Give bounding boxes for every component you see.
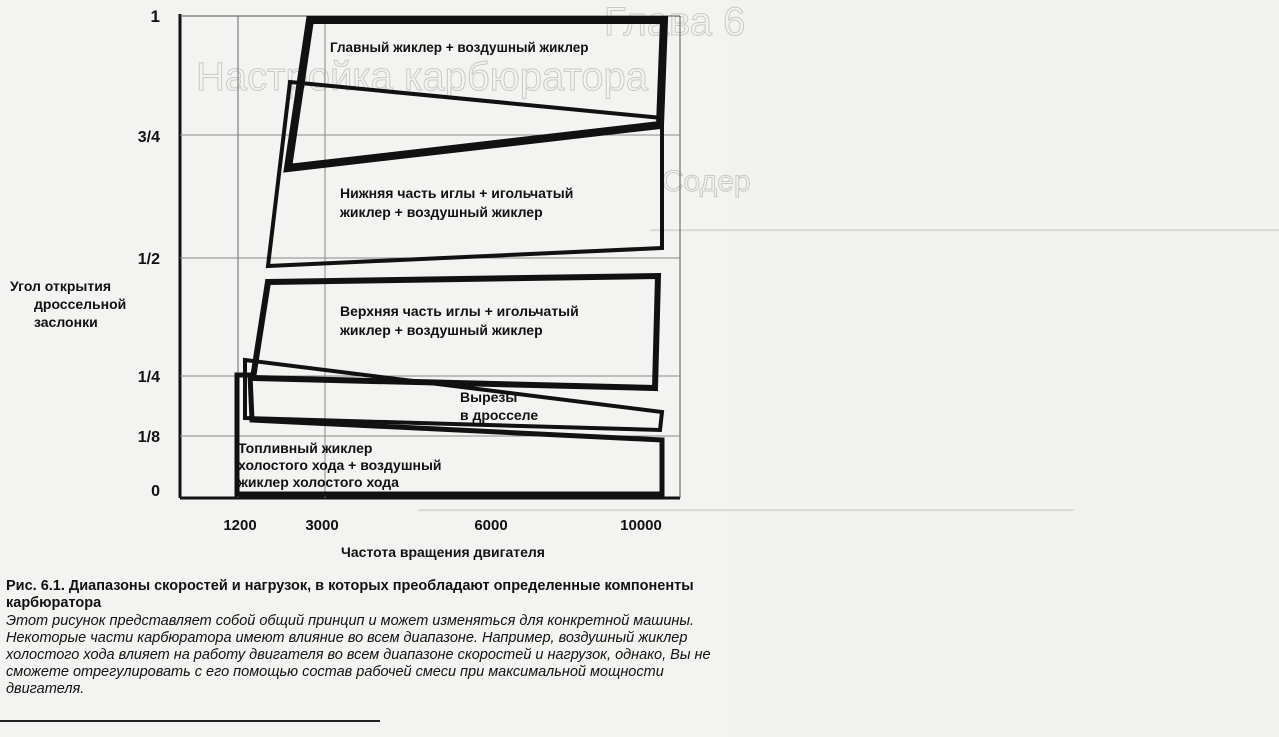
y-tick-label-1-2: 1/2 (137, 251, 160, 268)
caption-title: Рис. 6.1. Диапазоны скоростей и нагрузок, в которых преобладают определенные компоненты карбюратора (6, 578, 694, 611)
throttle-cutaway-region (245, 360, 662, 430)
x-tick-label-1200: 1200 (223, 517, 257, 534)
caption-body: Этот рисунок представляет собой общий принцип и может изменяться для конкретной машины. Некоторые части карбюратора имеют влияние во всем диапазоне. Например, воздушный жиклер холостого хода влияет на работу двигателя во всем диапазоне скоростей и нагрузок, однако, Вы не сможете отрегулировать с его помощью состав рабочей смеси при максимальной мощности двигателя. (6, 613, 711, 697)
x-tick-label-6000: 6000 (474, 517, 508, 534)
x-tick-label-3000: 3000 (305, 517, 339, 534)
ghost-side-heading-text: Содер (662, 165, 751, 198)
bottom-rule (0, 720, 380, 722)
idle-jet-label-line-3: жиклер холостого хода (238, 474, 399, 490)
y-axis-title-line-3: заслонки (34, 314, 98, 330)
y-tick-label-3-4: 3/4 (137, 129, 160, 146)
y-tick-label-1-4: 1/4 (137, 369, 160, 386)
x-tick-label-10000: 10000 (620, 517, 662, 534)
needle-lower-label-line-2: жиклер + воздушный жиклер (340, 204, 543, 220)
idle-jet-label-line-2: холостого хода + воздушный (238, 457, 442, 473)
figure-caption (6, 578, 718, 698)
idle-jet-label-line-1: Топливный жиклер (238, 440, 373, 456)
ghost-column-right: ━━━━━━━━━━━━━━━━━━━━━━━━━━━━━━━━━━━━━━━━━━━━━━━━━━━━━━━━━━━━━━━━━━━━━━━━━━━━━━━━━━━━━━━━━━━━━━━ (650, 225, 1279, 237)
ghost-heading-text: Глава 6 (604, 0, 746, 44)
y-axis-title-line-1: Угол открытия (10, 278, 112, 294)
ghost-subheading-text: Настройка карбюратора (196, 55, 649, 99)
throttle-cutaway-label-line-1: Вырезы (460, 389, 518, 405)
y-tick-label-1: 1 (150, 7, 160, 26)
x-axis-title: Частота вращения двигателя (341, 544, 545, 560)
needle-upper-label-line-2: жиклер + воздушный жиклер (340, 322, 543, 338)
needle-upper-label-line-1: Верхняя часть иглы + игольчатый (340, 303, 579, 319)
main-jet-label: Главный жиклер + воздушный жиклер (330, 40, 589, 55)
ghost-column-left: ━━━━━━━━━━━━━━━━━━━━━━━━━━━━━━━━━━━━━━━━━━━━━━━━━━━━━━━━━━━━━━━━━━━━━━━━━━━━━━━━━━━━━━━━━━━━━━━━━━━ (418, 505, 1074, 517)
y-tick-label-0: 0 (151, 483, 160, 500)
throttle-cutaway-label-line-2: в дросселе (460, 407, 539, 423)
y-tick-label-1-8: 1/8 (137, 429, 160, 446)
needle-lower-label-line-1: Нижняя часть иглы + игольчатый (340, 185, 574, 201)
needle-lower-region (268, 82, 662, 266)
y-axis-title-line-2: дроссельной (34, 296, 127, 312)
